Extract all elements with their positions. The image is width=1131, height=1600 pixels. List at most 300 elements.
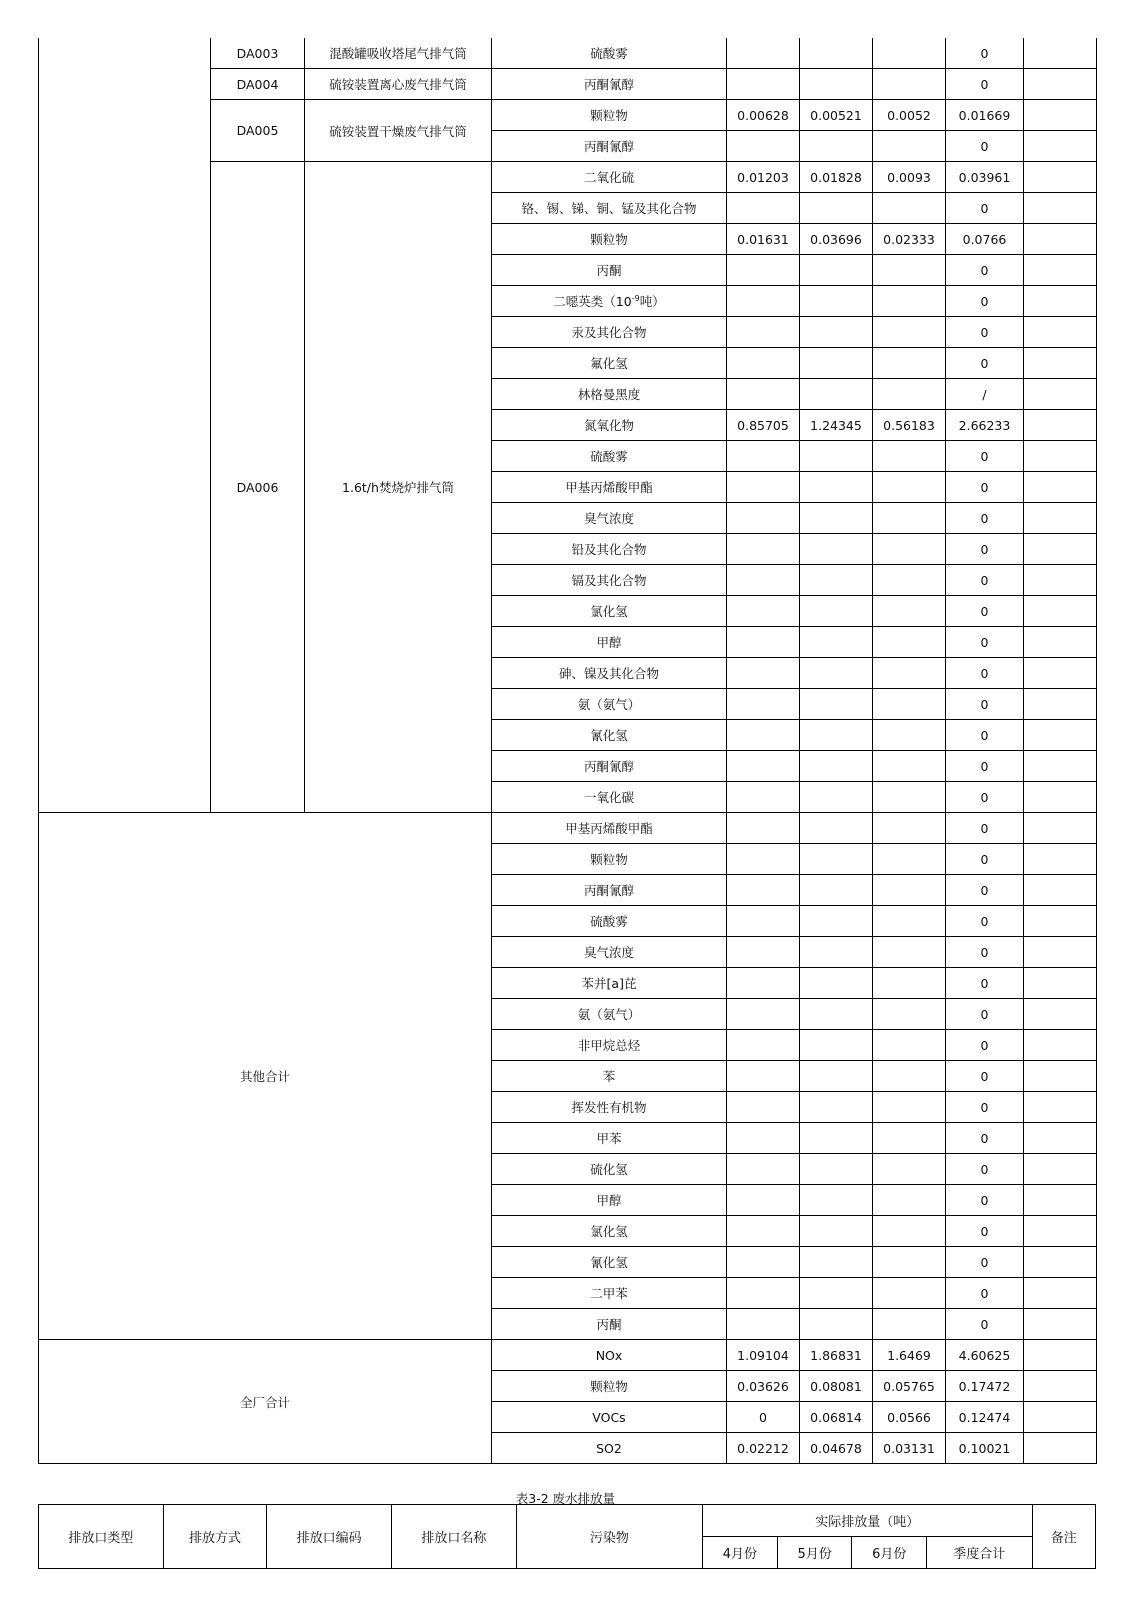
pollutant-cell [492,131,727,162]
value-apr [727,503,800,534]
header-outlet-type: 排放口类型 [39,1505,164,1569]
note-cell [1024,1030,1097,1061]
pollutant-cell [492,565,727,596]
note-cell [1024,875,1097,906]
pollutant-cell [492,379,727,410]
value-apr [727,1092,800,1123]
outlet-name: 硫铵装置离心废气排气筒 [305,69,492,100]
value-apr [727,999,800,1030]
note-cell [1024,317,1097,348]
value-may [800,1216,873,1247]
air-emissions-table [38,38,1097,1464]
value-apr [727,844,800,875]
value-total: 0 [946,627,1024,658]
note-cell [1024,1247,1097,1278]
pollutant-name: 二噁英类（10 [553,294,632,309]
pollutant-cell [492,1061,727,1092]
value-may [800,658,873,689]
value-may [800,906,873,937]
value-jun [873,534,946,565]
note-cell [1024,720,1097,751]
value-jun [873,69,946,100]
pollutant-name: 氰化氢 [590,728,628,743]
value-jun [873,658,946,689]
value-apr [727,255,800,286]
value-total: 2.66233 [946,410,1024,441]
value-apr: 0.02212 [727,1433,800,1464]
value-apr [727,658,800,689]
note-cell [1024,348,1097,379]
pollutant-name: 氯化氢 [590,604,628,619]
note-cell [1024,937,1097,968]
plant-total-label: 全厂合计 [39,1340,492,1464]
pollutant-name: 二氧化硫 [583,170,634,185]
value-total: 0.10021 [946,1433,1024,1464]
value-total: 0 [946,1154,1024,1185]
value-total: 0 [946,658,1024,689]
value-may [800,937,873,968]
value-apr [727,131,800,162]
note-cell [1024,1185,1097,1216]
pollutant-name: 丙酮氰醇 [583,139,634,154]
value-total: 0 [946,1092,1024,1123]
value-may [800,1123,873,1154]
value-jun [873,1309,946,1340]
value-apr [727,38,800,69]
value-jun [873,1030,946,1061]
outlet-name: 混酸罐吸收塔尾气排气筒 [305,38,492,69]
value-apr [727,565,800,596]
value-apr [727,1123,800,1154]
pollutant-cell [492,1154,727,1185]
value-total: 0 [946,131,1024,162]
pollutant-cell [492,100,727,131]
value-jun [873,441,946,472]
pollutant-name: 颗粒物 [590,1379,628,1394]
value-apr: 0.01631 [727,224,800,255]
value-may [800,1092,873,1123]
pollutant-name: 林格曼黑度 [577,387,641,402]
pollutant-name: 臭气浓度 [583,511,634,526]
pollutant-cell [492,875,727,906]
value-total: 0 [946,1030,1024,1061]
value-may [800,131,873,162]
header-outlet-code: 排放口编码 [267,1505,392,1569]
pollutant-name: 丙酮氰醇 [583,883,634,898]
value-jun [873,348,946,379]
value-jun [873,751,946,782]
pollutant-cell [492,1216,727,1247]
value-jun [873,1185,946,1216]
pollutant-cell [492,69,727,100]
pollutant-name: 丙酮氰醇 [583,77,634,92]
value-apr [727,193,800,224]
value-total: 0 [946,534,1024,565]
value-jun: 0.0052 [873,100,946,131]
pollutant-name: 非甲烷总烃 [577,1038,641,1053]
value-may [800,1061,873,1092]
value-total: 0.0766 [946,224,1024,255]
pollutant-name: 颗粒物 [590,232,628,247]
pollutant-cell [492,689,727,720]
header-may: 5月份 [777,1537,852,1569]
value-total: 0.17472 [946,1371,1024,1402]
value-total: 0 [946,565,1024,596]
value-may [800,875,873,906]
pollutant-name: 镉及其化合物 [571,573,647,588]
value-may [800,534,873,565]
pollutant-name: 硫化氢 [590,1162,628,1177]
pollutant-name: SO2 [596,1440,622,1456]
value-apr [727,1030,800,1061]
value-apr: 0.85705 [727,410,800,441]
value-total: 0 [946,999,1024,1030]
pollutant-name: 甲苯 [596,1131,622,1146]
value-jun: 0.0093 [873,162,946,193]
value-jun [873,317,946,348]
value-jun [873,999,946,1030]
value-apr [727,751,800,782]
pollutant-name: 氮氧化物 [583,418,634,433]
value-jun [873,968,946,999]
header-outlet-name: 排放口名称 [392,1505,517,1569]
value-jun [873,689,946,720]
note-cell [1024,1340,1097,1371]
header-pollutant: 污染物 [516,1505,702,1569]
pollutant-name: NOx [595,1347,623,1363]
pollutant-name: 氨（氨气） [577,1007,641,1022]
note-cell [1024,193,1097,224]
value-total: 0 [946,1278,1024,1309]
value-jun [873,720,946,751]
value-may [800,1247,873,1278]
value-may [800,348,873,379]
note-cell [1024,1433,1097,1464]
pollutant-name: 颗粒物 [590,108,628,123]
value-apr: 1.09104 [727,1340,800,1371]
pollutant-cell [492,813,727,844]
value-total: 4.60625 [946,1340,1024,1371]
pollutant-name: 氟化氢 [590,356,628,371]
value-may [800,999,873,1030]
value-total: 0 [946,348,1024,379]
pollutant-name: 苯 [602,1069,616,1084]
value-apr [727,906,800,937]
pollutant-name: 苯并[a]芘 [581,976,637,991]
pollutant-cell [492,410,727,441]
value-jun [873,131,946,162]
value-total: 0.12474 [946,1402,1024,1433]
value-total: / [946,379,1024,410]
value-apr [727,875,800,906]
value-total: 0 [946,596,1024,627]
note-cell [1024,596,1097,627]
pollutant-cell [492,255,727,286]
note-cell [1024,1278,1097,1309]
pollutant-cell [492,937,727,968]
value-may [800,689,873,720]
table-caption: 表3-2 废水排放量 [515,1491,616,1506]
note-cell [1024,1092,1097,1123]
header-note: 备注 [1032,1505,1095,1569]
value-total: 0 [946,286,1024,317]
outlet-code: DA003 [211,38,305,69]
pollutant-name: 汞及其化合物 [571,325,647,340]
pollutant-name: 颗粒物 [590,852,628,867]
note-cell [1024,255,1097,286]
value-total: 0 [946,720,1024,751]
pollutant-cell [492,317,727,348]
pollutant-cell [492,906,727,937]
value-may [800,317,873,348]
pollutant-cell [492,1340,727,1371]
note-cell [1024,844,1097,875]
value-jun [873,627,946,658]
outlet-name: 1.6t/h焚烧炉排气筒 [305,162,492,813]
note-cell [1024,410,1097,441]
value-may [800,255,873,286]
note-cell [1024,751,1097,782]
other-total-label: 其他合计 [39,813,492,1340]
value-may: 0.00521 [800,100,873,131]
header-april: 4月份 [703,1537,778,1569]
value-total: 0 [946,1216,1024,1247]
pollutant-name: 臭气浓度 [583,945,634,960]
value-total: 0 [946,193,1024,224]
value-jun [873,565,946,596]
note-cell [1024,534,1097,565]
pollutant-cell [492,844,727,875]
pollutant-name: 甲基丙烯酸甲酯 [565,821,653,836]
value-total: 0.01669 [946,100,1024,131]
value-total: 0 [946,1309,1024,1340]
value-apr [727,1309,800,1340]
value-jun [873,844,946,875]
note-cell [1024,162,1097,193]
pollutant-cell [492,348,727,379]
value-may [800,1154,873,1185]
value-jun [873,1092,946,1123]
value-may [800,565,873,596]
note-cell [1024,69,1097,100]
value-may [800,69,873,100]
pollutant-name: 氯化氢 [590,1224,628,1239]
note-cell [1024,472,1097,503]
pollutant-cell [492,1309,727,1340]
note-cell [1024,1309,1097,1340]
pollutant-cell [492,1433,727,1464]
value-apr [727,1247,800,1278]
note-cell [1024,1216,1097,1247]
value-apr [727,1154,800,1185]
value-jun [873,193,946,224]
note-cell [1024,131,1097,162]
value-jun [873,379,946,410]
value-jun: 0.56183 [873,410,946,441]
pollutant-name: 甲基丙烯酸甲酯 [565,480,653,495]
pollutant-name: 铬、锡、锑、铜、锰及其化合物 [521,201,697,216]
value-apr [727,286,800,317]
note-cell [1024,689,1097,720]
value-jun: 0.03131 [873,1433,946,1464]
note-cell [1024,286,1097,317]
value-jun [873,937,946,968]
value-may: 1.86831 [800,1340,873,1371]
outlet-code: DA004 [211,69,305,100]
value-jun: 0.02333 [873,224,946,255]
value-total: 0 [946,782,1024,813]
pollutant-cell [492,1185,727,1216]
pollutant-cell [492,162,727,193]
value-total: 0 [946,1123,1024,1154]
value-total: 0 [946,875,1024,906]
pollutant-cell [492,1371,727,1402]
pollutant-cell [492,1247,727,1278]
value-total: 0 [946,906,1024,937]
value-jun [873,38,946,69]
value-apr [727,596,800,627]
note-cell [1024,224,1097,255]
value-apr [727,69,800,100]
value-total: 0 [946,1061,1024,1092]
value-jun [873,1123,946,1154]
pollutant-cell [492,1402,727,1433]
value-may [800,782,873,813]
pollutant-cell [492,286,727,317]
pollutant-name: 二甲苯 [590,1286,628,1301]
group-type-cell [39,38,211,813]
value-total: 0 [946,937,1024,968]
value-total: 0 [946,255,1024,286]
value-apr: 0.03626 [727,1371,800,1402]
value-jun [873,1154,946,1185]
value-may [800,1278,873,1309]
value-may [800,193,873,224]
pollutant-name: 氨（氨气） [577,697,641,712]
pollutant-name: 一氧化碳 [583,790,634,805]
value-total: 0 [946,69,1024,100]
value-jun [873,472,946,503]
value-jun [873,286,946,317]
table-row [39,813,1097,844]
value-may: 0.08081 [800,1371,873,1402]
value-may [800,38,873,69]
value-jun [873,255,946,286]
value-apr [727,937,800,968]
note-cell [1024,906,1097,937]
pollutant-name: 丙酮 [596,263,622,278]
value-may: 0.06814 [800,1402,873,1433]
value-total: 0 [946,503,1024,534]
value-jun: 0.0566 [873,1402,946,1433]
value-apr [727,720,800,751]
value-jun [873,782,946,813]
value-may [800,1185,873,1216]
outlet-code: DA005 [211,100,305,162]
note-cell [1024,968,1097,999]
value-total: 0 [946,441,1024,472]
value-apr [727,1216,800,1247]
pollutant-cell [492,224,727,255]
note-cell [1024,503,1097,534]
value-apr [727,534,800,565]
pollutant-cell [492,751,727,782]
pollutant-cell [492,472,727,503]
value-may: 1.24345 [800,410,873,441]
pollutant-superscript: -9 [631,293,640,303]
note-cell [1024,658,1097,689]
pollutant-cell [492,503,727,534]
value-jun [873,503,946,534]
value-total: 0 [946,689,1024,720]
header-quarter-total: 季度合计 [927,1537,1032,1569]
pollutant-name: 硫酸雾 [590,449,628,464]
value-apr [727,317,800,348]
value-apr: 0.00628 [727,100,800,131]
value-may [800,379,873,410]
value-apr: 0.01203 [727,162,800,193]
note-cell [1024,999,1097,1030]
note-cell [1024,627,1097,658]
pollutant-cell [492,782,727,813]
outlet-name: 硫铵装置干燥废气排气筒 [305,100,492,162]
value-may [800,1309,873,1340]
pollutant-name: 铅及其化合物 [571,542,647,557]
pollutant-name: 挥发性有机物 [571,1100,647,1115]
value-apr [727,968,800,999]
value-jun [873,906,946,937]
note-cell [1024,813,1097,844]
value-jun: 0.05765 [873,1371,946,1402]
value-may [800,472,873,503]
pollutant-cell [492,720,727,751]
header-actual-emission: 实际排放量（吨） [703,1505,1032,1537]
pollutant-cell [492,193,727,224]
value-jun: 1.6469 [873,1340,946,1371]
value-may [800,627,873,658]
pollutant-cell [492,968,727,999]
pollutant-name: 硫酸雾 [590,46,628,61]
pollutant-cell [492,1092,727,1123]
wastewater-table [38,1504,1096,1569]
pollutant-cell [492,1278,727,1309]
value-apr [727,782,800,813]
value-total: 0 [946,38,1024,69]
value-jun [873,875,946,906]
pollutant-cell [492,627,727,658]
value-may: 0.01828 [800,162,873,193]
note-cell [1024,1371,1097,1402]
value-apr [727,441,800,472]
pollutant-cell [492,534,727,565]
pollutant-cell [492,1123,727,1154]
value-may [800,596,873,627]
note-cell [1024,1061,1097,1092]
value-apr [727,1061,800,1092]
value-apr [727,472,800,503]
value-apr [727,627,800,658]
value-jun [873,1278,946,1309]
pollutant-name: 硫酸雾 [590,914,628,929]
value-may [800,844,873,875]
pollutant-cell [492,441,727,472]
value-jun [873,1216,946,1247]
note-cell [1024,379,1097,410]
value-apr [727,1278,800,1309]
value-apr: 0 [727,1402,800,1433]
pollutant-name: VOCs [592,1409,626,1425]
table-row [39,1340,1097,1371]
